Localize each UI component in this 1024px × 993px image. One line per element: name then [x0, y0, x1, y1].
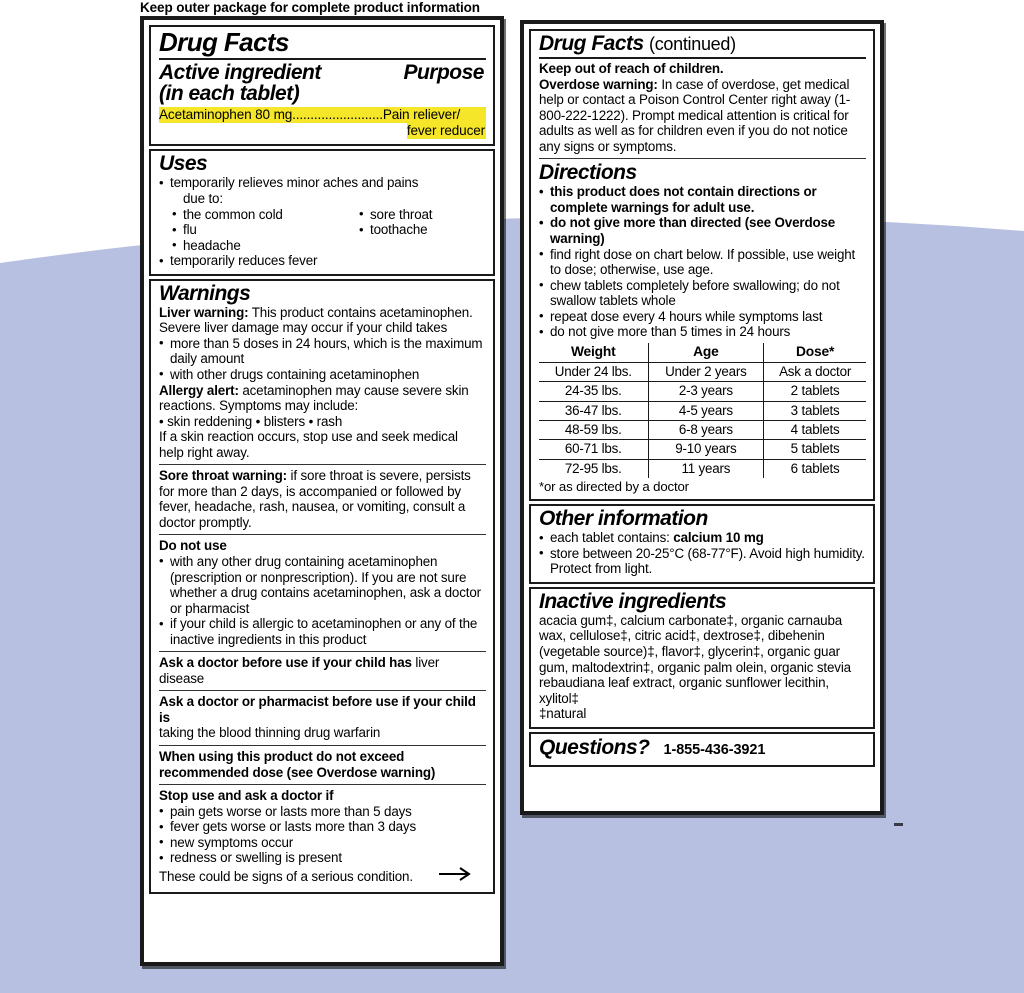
sore-throat-warning — [159, 468, 486, 530]
table-cell-age: 2-3 years — [648, 382, 764, 401]
table-cell-dose: 5 tablets — [764, 440, 866, 459]
inactive-ingredients-heading: Inactive ingredients — [539, 589, 727, 613]
liver-warning-label: Liver warning: — [159, 304, 249, 320]
table-cell-dose: Ask a doctor — [764, 362, 866, 381]
divider — [159, 464, 486, 465]
ask-doctor-liver-label: Ask a doctor before use if your child has — [159, 655, 412, 671]
questions-phone[interactable]: 1-855-436-3921 — [663, 741, 766, 758]
stop-use-heading: Stop use and ask a doctor if — [159, 788, 334, 804]
liver-warning — [159, 305, 486, 336]
active-ingredient-line-cont: fever reducer — [406, 123, 485, 139]
directions-list — [539, 184, 866, 339]
list-item: • with other drugs containing acetaminophen — [159, 367, 486, 383]
sore-throat-warning-text: if sore throat is severe, persists for more than 2 days, is accompanied or followed by fever, headache, rash, nausea, or vomiting, consult a doctor promptly. — [159, 468, 471, 530]
table-cell-dose: 4 tablets — [764, 420, 866, 439]
other-information-block — [529, 504, 875, 584]
list-item: • fever gets worse or lasts more than 3 days — [159, 819, 486, 835]
divider — [159, 784, 486, 785]
uses-block — [149, 149, 495, 275]
list-item: • redness or swelling is present — [159, 850, 486, 866]
questions-label: Questions? — [539, 735, 650, 759]
drug-facts-panel-left — [140, 16, 504, 966]
questions-row — [539, 736, 866, 760]
allergy-alert-text: acetaminophen may cause severe skin reactions. Symptoms may include: — [159, 382, 469, 414]
active-ingredient-heading — [159, 62, 321, 105]
list-item: • with any other drug containing acetaminophen (prescription or nonprescription). If you are not sure whether a drug contains acetaminophen, ask a doctor or pharmacist — [159, 554, 486, 616]
list-item: • find right dose on chart below. If possible, use weight to dose; otherwise, use age. — [539, 247, 866, 278]
table-cell-weight: 36-47 lbs. — [539, 401, 648, 420]
divider — [159, 651, 486, 652]
uses-sub-column-right — [359, 207, 486, 254]
inactive-ingredients-block — [529, 587, 875, 729]
stop-use-footer-row — [159, 866, 486, 887]
table-header-weight: Weight — [539, 343, 648, 362]
warnings-heading: Warnings — [159, 281, 251, 305]
warnings-block — [149, 279, 495, 894]
sore-throat-warning-label: Sore throat warning: — [159, 468, 287, 484]
table-cell-age: 11 years — [648, 459, 764, 478]
list-item: • this product does not contain directions or complete warnings for adult use. — [539, 184, 866, 215]
allergy-symptoms: • skin reddening • blisters • rash — [159, 413, 343, 429]
table-row — [539, 420, 866, 439]
table-cell-age: 4-5 years — [648, 401, 764, 420]
continue-arrow-icon — [438, 866, 472, 887]
divider — [159, 534, 486, 535]
do-not-use-heading: Do not use — [159, 538, 227, 554]
table-cell-weight: 72-95 lbs. — [539, 459, 648, 478]
other-information-heading: Other information — [539, 507, 708, 531]
divider — [539, 158, 866, 159]
other-information-list — [539, 530, 866, 577]
list-item: • sore throat — [359, 207, 486, 223]
package-note: Keep outer package for complete product information — [140, 0, 480, 15]
table-header-age: Age — [648, 343, 764, 362]
ask-doctor-liver-text: liver disease — [159, 655, 440, 686]
inactive-ingredients-footnote: ‡natural — [539, 706, 587, 722]
list-item: • store between 20-25°C (68-77°F). Avoid high humidity. Protect from light. — [539, 546, 866, 577]
list-item: • toothache — [359, 222, 486, 238]
ask-pharmacist-label: Ask a doctor or pharmacist before use if your child is — [159, 694, 476, 725]
divider — [539, 57, 866, 59]
stop-use-list — [159, 804, 486, 866]
keep-out-of-reach: Keep out of reach of children. — [539, 61, 724, 77]
table-cell-weight: 24-35 lbs. — [539, 382, 648, 401]
list-item: • more than 5 doses in 24 hours, which is the maximum daily amount — [159, 336, 486, 367]
liver-warning-list — [159, 336, 486, 383]
allergy-followup: If a skin reaction occurs, stop use and seek medical help right away. — [159, 429, 458, 460]
drug-facts-panel-right — [520, 20, 884, 815]
uses-list-tail — [159, 253, 486, 269]
table-header-dose: Dose* — [764, 343, 866, 362]
active-ingredient-heading-line1: Active ingredient — [159, 60, 321, 84]
overdose-warning — [539, 77, 866, 155]
inactive-ingredients-text: acacia gum‡, calcium carbonate‡, organic carnauba wax, cellulose‡, citric acid‡, dextrose‡, dibehenin (vegetable source)‡, flavor‡, glycerin‡, organic guar gum, maltodextrin‡, organic palm olein, organic stevia rebaudiana leaf extract, organic sunflower lecithin, xylitol‡ — [539, 612, 851, 706]
drug-facts-title-continued — [539, 33, 866, 55]
table-cell-weight: 48-59 lbs. — [539, 420, 648, 439]
liver-warning-text: This product contains acetaminophen. Severe liver damage may occur if your child takes — [159, 304, 473, 336]
list-item — [539, 530, 866, 546]
divider — [159, 690, 486, 691]
table-row — [539, 401, 866, 420]
active-ingredient-line: Acetaminophen 80 mg.........................Pain reliever/ — [159, 107, 486, 123]
drug-facts-title: Drug Facts — [539, 32, 644, 55]
tablet-contains-prefix: each tablet contains: — [550, 530, 674, 546]
table-cell-age: 9-10 years — [648, 440, 764, 459]
list-item: • new symptoms occur — [159, 835, 486, 851]
when-using-line1: When using this product do not exceed — [159, 748, 405, 764]
table-row — [539, 362, 866, 381]
dosing-table — [539, 343, 866, 478]
uses-sub-column-left — [159, 207, 359, 254]
continued-label: (continued) — [649, 34, 736, 54]
list-item: • repeat dose every 4 hours while symptoms last — [539, 309, 866, 325]
table-cell-weight: Under 24 lbs. — [539, 362, 648, 381]
stray-mark — [894, 823, 903, 826]
table-cell-age: 6-8 years — [648, 420, 764, 439]
purpose-heading: Purpose — [403, 60, 484, 84]
overdose-warning-label: Overdose warning: — [539, 76, 658, 92]
list-item: • temporarily relieves minor aches and pains — [159, 175, 486, 191]
list-item: • flu — [159, 222, 359, 238]
active-ingredient-heading-row — [159, 62, 486, 105]
divider — [159, 745, 486, 746]
table-row — [539, 459, 866, 478]
table-cell-age: Under 2 years — [648, 362, 764, 381]
questions-block — [529, 732, 875, 767]
list-item: • pain gets worse or lasts more than 5 days — [159, 804, 486, 820]
table-cell-dose: 6 tablets — [764, 459, 866, 478]
list-item: • chew tablets completely before swallowing; do not swallow tablets whole — [539, 278, 866, 309]
uses-sub-columns — [159, 207, 486, 254]
overdose-block — [529, 29, 875, 501]
list-item: • the common cold — [159, 207, 359, 223]
do-not-use-list — [159, 554, 486, 647]
tablet-contains-value: calcium 10 mg — [673, 530, 764, 546]
ask-pharmacist-text: taking the blood thinning drug warfarin — [159, 725, 381, 741]
uses-sub-list-left — [159, 207, 359, 254]
list-item: • do not give more than 5 times in 24 hours — [539, 324, 866, 340]
overdose-warning-text: In case of overdose, get medical help or contact a Poison Control Center right away (1-800-222-1222). Prompt medical attention is critical for adults as well as for children even if you do not notice any signs or symptoms. — [539, 76, 851, 154]
table-row — [539, 382, 866, 401]
list-item-cont: due to: — [183, 190, 223, 206]
uses-list — [159, 175, 486, 206]
drug-facts-title: Drug Facts — [159, 27, 289, 57]
table-header-row — [539, 343, 866, 362]
uses-heading: Uses — [159, 152, 208, 176]
table-cell-dose: 2 tablets — [764, 382, 866, 401]
directions-heading: Directions — [539, 161, 637, 185]
list-item: • temporarily reduces fever — [159, 253, 486, 269]
uses-sub-list-right — [359, 207, 486, 238]
ask-doctor-liver — [159, 655, 486, 686]
active-ingredient-heading-line2: (in each tablet) — [159, 82, 300, 106]
dosing-table-footnote: *or as directed by a doctor — [539, 479, 689, 495]
allergy-alert — [159, 383, 486, 414]
divider — [159, 58, 486, 60]
list-item: • do not give more than directed (see Overdose warning) — [539, 215, 866, 246]
when-using-line2: recommended dose (see Overdose warning) — [159, 764, 436, 780]
stop-use-footer: These could be signs of a serious condition. — [159, 868, 413, 884]
list-item: • headache — [159, 238, 359, 254]
list-item: • if your child is allergic to acetaminophen or any of the inactive ingredients in this product — [159, 616, 486, 647]
active-ingredient-block — [149, 25, 495, 146]
table-cell-dose: 3 tablets — [764, 401, 866, 420]
table-cell-weight: 60-71 lbs. — [539, 440, 648, 459]
table-row — [539, 440, 866, 459]
active-ingredient-highlight — [159, 107, 486, 140]
allergy-alert-label: Allergy alert: — [159, 382, 239, 398]
